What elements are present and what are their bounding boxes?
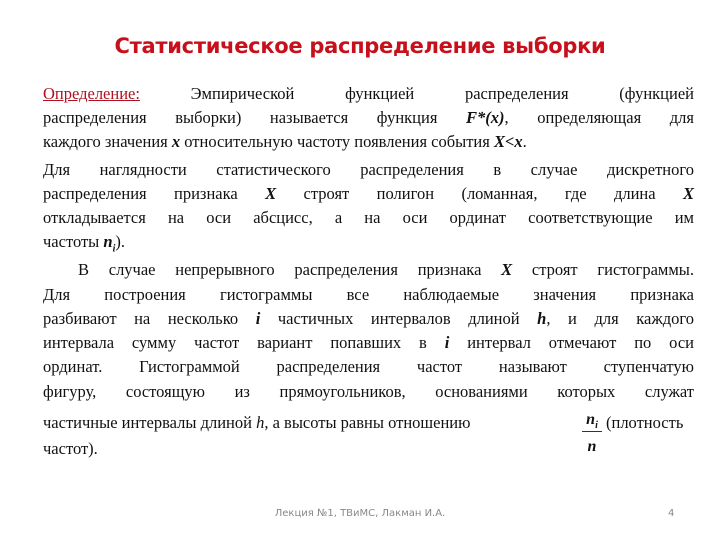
text: интервал отмечают по оси <box>449 333 694 352</box>
text-line <box>43 285 694 305</box>
fraction-denominator: n <box>587 438 597 456</box>
text: строят гистограммы. <box>512 260 694 279</box>
text: Для наглядности статистического распределения в случае дискретного <box>43 160 694 179</box>
formula: n <box>103 232 113 251</box>
text: частоты <box>43 232 104 251</box>
text: В случае непрерывного распределения признака <box>78 260 502 279</box>
text: разбивают на несколько <box>43 309 256 328</box>
text-line <box>43 357 694 377</box>
text: Эмпирической функцией распределения (функцией <box>139 84 694 103</box>
definition-label: Определение: <box>43 84 140 103</box>
text: распределения признака <box>43 184 266 203</box>
page-number: 4 <box>668 508 675 519</box>
text-line <box>606 413 696 433</box>
text: частичные интервалы длиной <box>43 413 257 432</box>
fraction-ni-over-n <box>582 411 602 456</box>
text: интервала сумму частот вариант попавших в <box>43 333 445 352</box>
text-line <box>43 160 694 180</box>
numerator-subscript: i <box>595 420 598 432</box>
slide-title: Статистическое распределение выборки <box>114 34 606 58</box>
text: , определяющая для <box>504 108 694 127</box>
text: ординат. Гистограммой распределения частот называют ступенчатую <box>43 357 694 376</box>
slide-footer: Лекция №1, ТВиМС, Лакман И.А. <box>274 508 446 519</box>
fraction-numerator <box>582 411 602 432</box>
formula-subscript: i <box>112 243 116 255</box>
text: откладывается на оси абсцисс, а на оси ординат соответствующие им <box>43 208 694 227</box>
text: , а высоты равны отношению <box>264 413 471 432</box>
text-line <box>43 232 694 259</box>
text: , и для каждого <box>546 309 694 328</box>
text-line <box>43 108 694 128</box>
text: частичных интервалов длиной <box>260 309 538 328</box>
text-line <box>43 132 694 152</box>
formula: x <box>171 132 181 151</box>
formula: X<x <box>493 132 523 151</box>
text: частот). <box>43 439 98 458</box>
text: . <box>522 132 527 151</box>
text: каждого значения <box>43 132 172 151</box>
formula: X <box>265 184 277 203</box>
text: Для построения гистограммы все наблюдаемые значения признака <box>43 285 694 304</box>
text-line <box>43 208 694 228</box>
formula: F*(x) <box>466 108 505 127</box>
formula: X <box>682 184 694 203</box>
text: строят полигон (ломанная, где длина <box>276 184 683 203</box>
formula: i <box>444 333 450 352</box>
text-line <box>78 260 694 280</box>
text-line <box>43 333 694 353</box>
text-line <box>43 84 694 104</box>
formula: h <box>537 309 547 328</box>
text: распределения выборки) называется функция <box>43 108 467 127</box>
text-line <box>43 309 694 329</box>
text: ). <box>115 232 125 251</box>
formula: h <box>256 413 265 432</box>
text-line <box>43 184 694 204</box>
text: (плотность <box>606 413 684 432</box>
formula: X <box>501 260 513 279</box>
text: фигуру, состоящую из прямоугольников, основаниями которых служат <box>43 382 694 401</box>
text-line <box>43 413 573 433</box>
formula: i <box>255 309 261 328</box>
text-line <box>43 382 694 402</box>
text: относительную частоту появления события <box>180 132 494 151</box>
numerator: n <box>586 411 596 428</box>
